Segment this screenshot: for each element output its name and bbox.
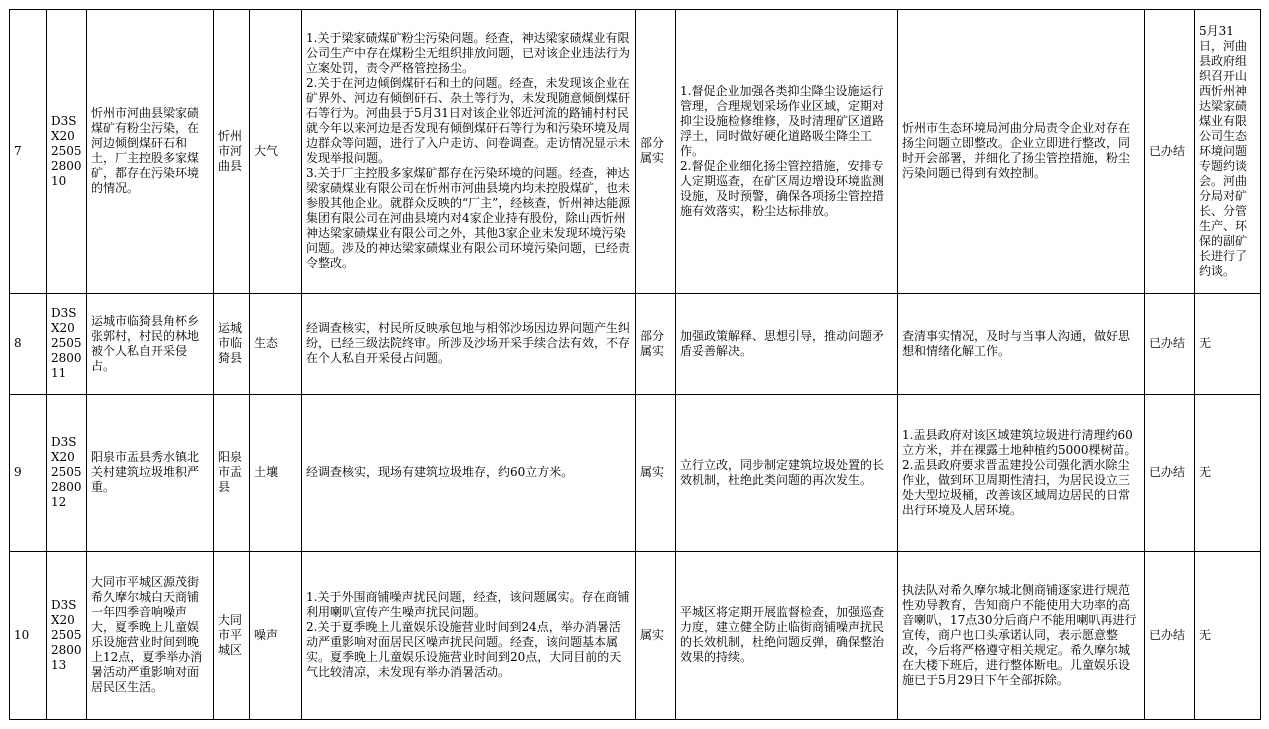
investigation-findings <box>302 10 636 294</box>
rectification-results <box>898 10 1145 294</box>
completion-status: 已办结 <box>1145 293 1195 394</box>
verdict-text: 部分属实 <box>640 136 665 166</box>
case-code <box>47 395 87 551</box>
administrative-district <box>214 551 250 719</box>
accountability <box>1195 395 1261 551</box>
investigation-paragraph: 1.关于梁家碛煤矿粉尘污染问题。经查，神达梁家碛煤业有限公司生产中存在煤粉尘无组织排放问题，已对该企业违法行为立案处罚，责令严格管控扬尘。 <box>306 31 631 76</box>
administrative-district <box>214 293 250 394</box>
accountability <box>1195 551 1261 719</box>
verification-verdict <box>636 395 676 551</box>
handling-measures <box>676 10 898 294</box>
measure-paragraph: 1.督促企业加强各类抑尘降尘设施运行管理，合理规划采场作业区域，定期对抑尘设施检修维修，及时清理矿区道路浮土，同时做好硬化道路吸尘降尘工作。 <box>680 83 885 158</box>
complaint-content <box>87 293 214 394</box>
complaint-text: 忻州市河曲县梁家碛煤矿有粉尘污染，在河边倾倒煤矸石和土，厂主控股多家煤矿，都存在污染环境的情况。 <box>91 106 200 196</box>
complaint-text: 阳泉市盂县秀水镇北关村建筑垃圾堆积严重。 <box>91 450 200 495</box>
completion-status: 已办结 <box>1145 10 1195 294</box>
rectification-results <box>898 551 1145 719</box>
case-code-text: D3SX202505280010 <box>51 113 82 188</box>
pollution-type: 噪声 <box>250 551 302 719</box>
accountability-text: 无 <box>1199 465 1212 480</box>
investigation-findings <box>302 395 636 551</box>
complaint-text: 运城市临猗县角杯乡张郭村，村民的林地被个人私自开采侵占。 <box>91 313 200 373</box>
verification-verdict <box>636 293 676 394</box>
accountability <box>1195 10 1261 294</box>
verification-verdict <box>636 551 676 719</box>
pollution-type: 土壤 <box>250 395 302 551</box>
table-row <box>10 293 1261 394</box>
investigation-paragraph: 经调查核实，村民所反映承包地与相邻沙场因边界问题产生纠纷，已经三级法院终审。所涉及沙场开采手续合法有效，不存在个人私自开采侵占问题。 <box>306 321 631 366</box>
investigation-paragraph: 1.关于外围商铺噪声扰民问题，经查，该问题属实。存在商铺利用喇叭宣传产生噪声扰民问题。 <box>306 590 630 620</box>
rectification-results <box>898 395 1145 551</box>
completion-status: 已办结 <box>1145 551 1195 719</box>
district-text: 大同市平城区 <box>218 612 243 657</box>
handling-measures <box>676 551 898 719</box>
handling-measures <box>676 293 898 394</box>
row-number: 9 <box>10 395 47 551</box>
complaint-text: 大同市平城区源茂街希久摩尔城白天商铺一年四季音响噪声大，夏季晚上儿童娱乐设施营业时间到晚上12点，夏季举办消暑活动严重影响对面居民区生活。 <box>91 575 203 695</box>
measure-paragraph: 加强政策解释、思想引导，推动问题矛盾妥善解决。 <box>680 328 885 358</box>
complaint-table <box>9 9 1261 720</box>
table-row <box>10 551 1261 719</box>
accountability <box>1195 293 1261 394</box>
investigation-findings <box>302 293 636 394</box>
case-code <box>47 10 87 294</box>
complaint-content <box>87 10 214 294</box>
row-number: 10 <box>10 551 47 719</box>
case-code <box>47 293 87 394</box>
investigation-paragraph: 2.关于在河边倾倒煤矸石和土的问题。经查，未发现该企业在矿界外、河边有倾倒矸石、杂土等行为，未发现随意倾倒煤矸石等行为。河曲县于5月31日对该企业邻近河流的路铺村村民就今年以来河边是否发现有倾倒煤矸石等行为和污染环境及周边群众等问题，进行了入户走访、问卷调查。走访情况显示未发现举报问题。 <box>306 76 631 166</box>
district-text: 运城市临猗县 <box>218 321 243 366</box>
measure-paragraph: 2.督促企业细化扬尘管控措施，安排专人定期巡查，在矿区周边增设环境监测设施，及时预警，确保各项扬尘管控措施有效落实，粉尘达标排放。 <box>680 158 885 218</box>
accountability-text: 5月31日，河曲县政府组织召开山西忻州神达梁家碛煤业有限公司生态环境问题专题约谈会。河曲分局对矿长、分管生产、环保的副矿长进行了约谈。 <box>1199 23 1248 278</box>
administrative-district <box>214 395 250 551</box>
administrative-district <box>214 10 250 294</box>
result-paragraph: 2.盂县政府要求晋盂建投公司强化洒水除尘作业，做到环卫周期性清扫，为居民设立三处大型垃圾桶，改善该区域周边居民的日常出行环境及人居环境。 <box>902 457 1131 517</box>
district-text: 忻州市河曲县 <box>218 128 243 173</box>
measure-paragraph: 平城区将定期开展监督检查，加强巡查力度，建立健全防止临街商铺噪声扰民的长效机制，杜绝问题反弹，确保整治效果的持续。 <box>680 605 885 665</box>
table-row <box>10 395 1261 551</box>
case-code-text: D3SX202505280011 <box>51 306 82 381</box>
case-code <box>47 551 87 719</box>
result-paragraph: 执法队对希久摩尔城北侧商铺逐家进行规范性劝导教育，告知商户不能使用大功率的高音喇叭，17点30分后商户不能用喇叭再进行宣传，商户也口头承诺认同，表示愿意整改，今后将严格遵守相关规定。希久摩尔城在大楼下班后，进行整体断电。儿童娱乐设施已于5月29日下午全部拆除。 <box>902 582 1137 687</box>
investigation-paragraph: 经调查核实，现场有建筑垃圾堆存，约60立方米。 <box>306 465 574 480</box>
complaint-content <box>87 395 214 551</box>
case-code-text: D3SX202505280012 <box>51 435 82 510</box>
investigation-paragraph: 2.关于夏季晚上儿童娱乐设施营业时间到24点，举办消暑活动严重影响对面居民区噪声扰民问题。经查，该问题基本属实。夏季晚上儿童娱乐设施营业时间到20点，大同目前的天气比较清凉，未发现有举办消暑活动。 <box>306 620 622 680</box>
result-paragraph: 忻州市生态环境局河曲分局责令企业对存在扬尘问题立即整改。企业立即进行整改，同时开会部署，并细化了扬尘管控措施，粉尘污染问题已得到有效控制。 <box>902 121 1131 181</box>
accountability-text: 无 <box>1199 627 1212 642</box>
pollution-type: 大气 <box>250 10 302 294</box>
result-paragraph: 查清事实情况，及时与当事人沟通，做好思想和情绪化解工作。 <box>902 328 1131 358</box>
accountability-text: 无 <box>1199 336 1212 351</box>
pollution-type: 生态 <box>250 293 302 394</box>
table-row <box>10 10 1261 294</box>
case-code-text: D3SX202505280013 <box>51 597 82 672</box>
investigation-findings <box>302 551 636 719</box>
complaint-content <box>87 551 214 719</box>
result-paragraph: 1.盂县政府对该区域建筑垃圾进行清理约60立方米，并在裸露土地种植约5000棵树苗。 <box>902 427 1137 457</box>
district-text: 阳泉市盂县 <box>218 450 243 495</box>
verdict-text: 属实 <box>640 627 665 642</box>
completion-status: 已办结 <box>1145 395 1195 551</box>
verdict-text: 属实 <box>640 465 665 480</box>
handling-measures <box>676 395 898 551</box>
measure-paragraph: 立行立改，同步制定建筑垃圾处置的长效机制，杜绝此类问题的再次发生。 <box>680 457 885 487</box>
verdict-text: 部分属实 <box>640 328 665 358</box>
row-number: 8 <box>10 293 47 394</box>
rectification-results <box>898 293 1145 394</box>
row-number: 7 <box>10 10 47 294</box>
verification-verdict <box>636 10 676 294</box>
investigation-paragraph: 3.关于厂主控股多家煤矿都存在污染环境的问题。经查，神达梁家碛煤业有限公司在忻州市河曲县境内均未控股煤矿，也未参股其他企业。就群众反映的“厂主”，经核查，忻州神达能源集团有限公司在河曲县境内对4家企业持有股份，除山西忻州神达梁家碛煤业有限公司之外，其他3家企业未发现环境污染问题。涉及的神达梁家碛煤业有限公司环境污染问题，已经责令整改。 <box>306 166 631 271</box>
